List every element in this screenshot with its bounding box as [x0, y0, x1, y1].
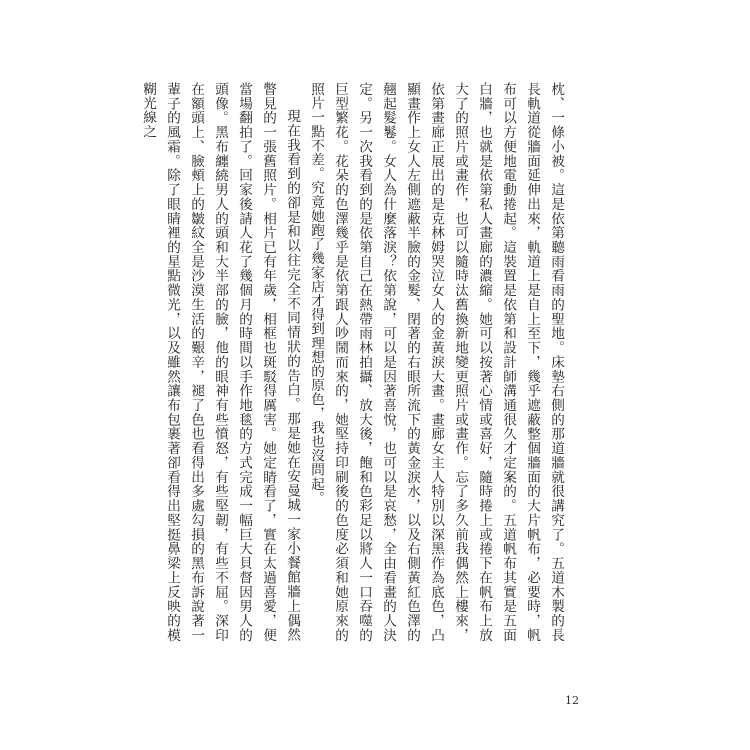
- page-number: 12: [565, 694, 579, 707]
- vertical-text-block: [140, 82, 568, 642]
- paragraph-1: 枕、一條小被。這是依第聽雨看雨的聖地。床墊右側的那道牆就很講究了。五道木製的長長軌道從牆面延伸出來，軌道上是自上至下，幾乎遮蔽整個牆面的大片帆布，必要時，帆布可以方便地電動捲起。這裝置是依第和設計師溝通很久才定案的。五道帆布其實是五面白牆，也就是依第私人畫廊的濃縮。她可以按著心情或喜好，隨時捲上或捲下在帆布上放大了的照片或畫作，也可以隨時汰舊換新地變更照片或畫作。忘了多久前我偶然上樓來，依第畫廊正展出的是克林姆哭泣女人的金黃淚大畫。畫廊女主人特別以深黑作為底色，凸顯畫作上女人左側遮蔽半臉的金髮、閉著的右眼所流下的黃金淚水，以及右側黃紅色澤的翹起髮鬈。女人為什麼落淚？依第說，可以是因著喜悅，也可以是哀愁，全由看畫的人決定。另一次我看到的是依第自己在熱帶雨林拍攝、放大後，飽和色彩足以將人一口吞噬的巨型繁花。花朵的色澤幾乎是依第跟人吵鬧而來的，她堅持印刷後的色度必須和她原來的照片一點不差。究竟她跑了幾家店才得到理想的原色，我也沒問起。: [308, 82, 564, 642]
- paragraph-2: 現在我看到的卻是和以往完全不同情狀的告白。那是她在安曼城一家小餐館牆上偶然瞥見的一張舊照片。相片已有年歲，相框也斑駁得厲害。她定睛看了，實在太過喜愛，便當場翻拍了。回家後請人花了幾個月的時間以手作地毯的方式完成一幅巨大貝督因男人的頭像。黑布纏繞男人的頭和大半部的臉，他的眼神有些憤怒，有些堅韌，有些不屈。深印在額頭上、臉頰上的皺紋全是沙漠生活的艱辛，褪了色也看得出多處勾損的黑布訴說著一輩子的風霜。除了眼睛裡的星點微光，以及雖然讓布包裹著卻看得出堅挺鼻梁上反映的模糊光線之: [140, 82, 300, 642]
